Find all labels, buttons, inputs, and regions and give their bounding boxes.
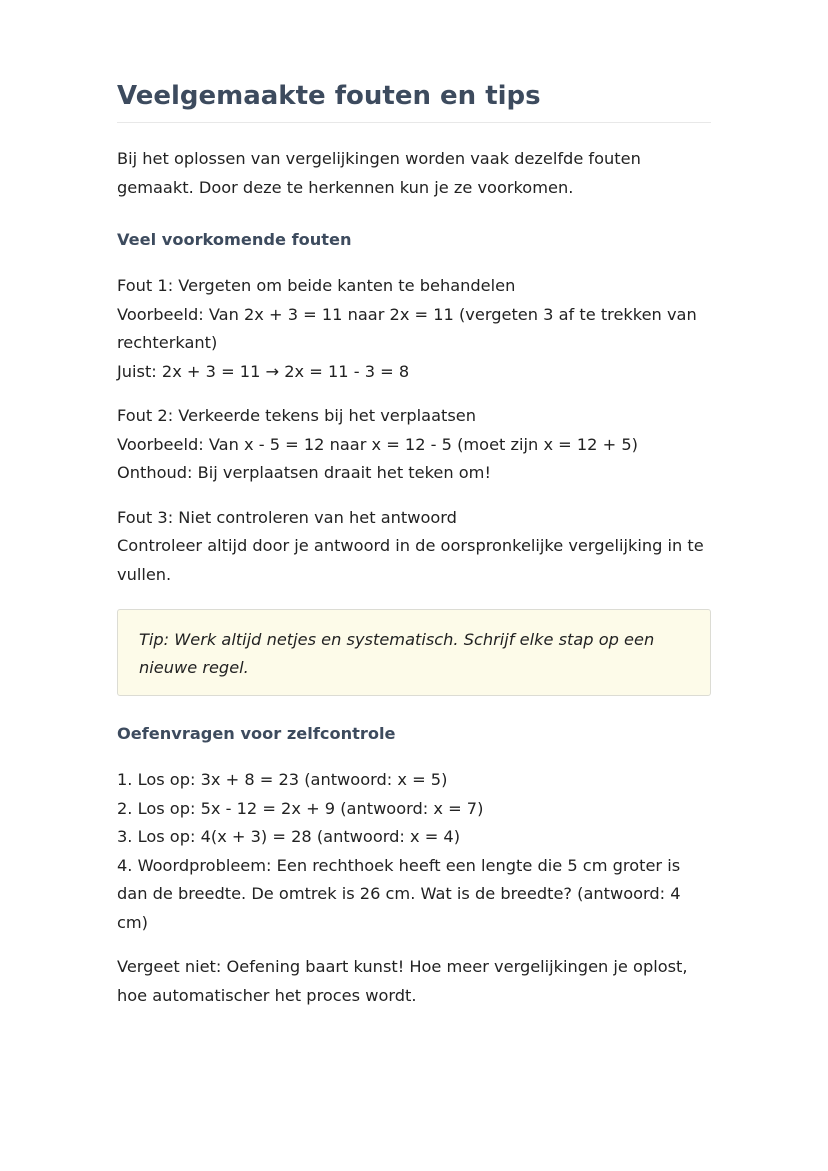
- practice-questions-list: [117, 766, 711, 937]
- mistake-3: [117, 504, 711, 590]
- practice-heading: Oefenvragen voor zelfcontrole: [117, 724, 396, 743]
- common-mistakes-heading: Veel voorkomende fouten: [117, 230, 352, 249]
- practice-question-4: 4. Woordprobleem: Een rechthoek heeft een lengte die 5 cm groter is dan de breedte. De omtrek is 26 cm. Wat is de breedte? (antwoord: 4 cm): [117, 855, 681, 932]
- mistake-2: [117, 402, 711, 488]
- practice-question-3: 3. Los op: 4(x + 3) = 28 (antwoord: x = 4): [117, 827, 461, 846]
- mistake-1: [117, 272, 711, 386]
- mistake-2-title: Fout 2: Verkeerde tekens bij het verplaatsen: [117, 406, 477, 425]
- mistake-2-example: Voorbeeld: Van x - 5 = 12 naar x = 12 - 5 (moet zijn x = 12 + 5): [117, 434, 638, 454]
- tip-text: Tip: Werk altijd netjes en systematisch. Schrijf elke stap op een nieuwe regel.: [139, 630, 655, 677]
- outro-paragraph: Vergeet niet: Oefening baart kunst! Hoe meer vergelijkingen je oplost, hoe automatischer het proces wordt.: [117, 957, 688, 1005]
- mistake-1-correct: Juist: 2x + 3 = 11 → 2x = 11 - 3 = 8: [117, 361, 410, 381]
- mistake-1-title: Fout 1: Vergeten om beide kanten te behandelen: [117, 276, 516, 295]
- tip-box: [117, 609, 711, 696]
- page-title: Veelgemaakte fouten en tips: [117, 81, 541, 111]
- document-page: [117, 0, 711, 1010]
- practice-question-1: 1. Los op: 3x + 8 = 23 (antwoord: x = 5): [117, 770, 448, 789]
- mistake-1-example: Voorbeeld: Van 2x + 3 = 11 naar 2x = 11 (vergeten 3 af te trekken van rechterkant): [117, 304, 697, 352]
- mistake-3-title: Fout 3: Niet controleren van het antwoord: [117, 507, 457, 527]
- mistake-2-remember: Onthoud: Bij verplaatsen draait het teken om!: [117, 463, 491, 482]
- mistake-3-advice: Controleer altijd door je antwoord in de oorspronkelijke vergelijking in te vullen.: [117, 536, 704, 584]
- title-divider: [117, 122, 711, 123]
- intro-paragraph: Bij het oplossen van vergelijkingen worden vaak dezelfde fouten gemaakt. Door deze te herkennen kun je ze voorkomen.: [117, 149, 641, 197]
- practice-question-2: 2. Los op: 5x - 12 = 2x + 9 (antwoord: x = 7): [117, 798, 484, 818]
